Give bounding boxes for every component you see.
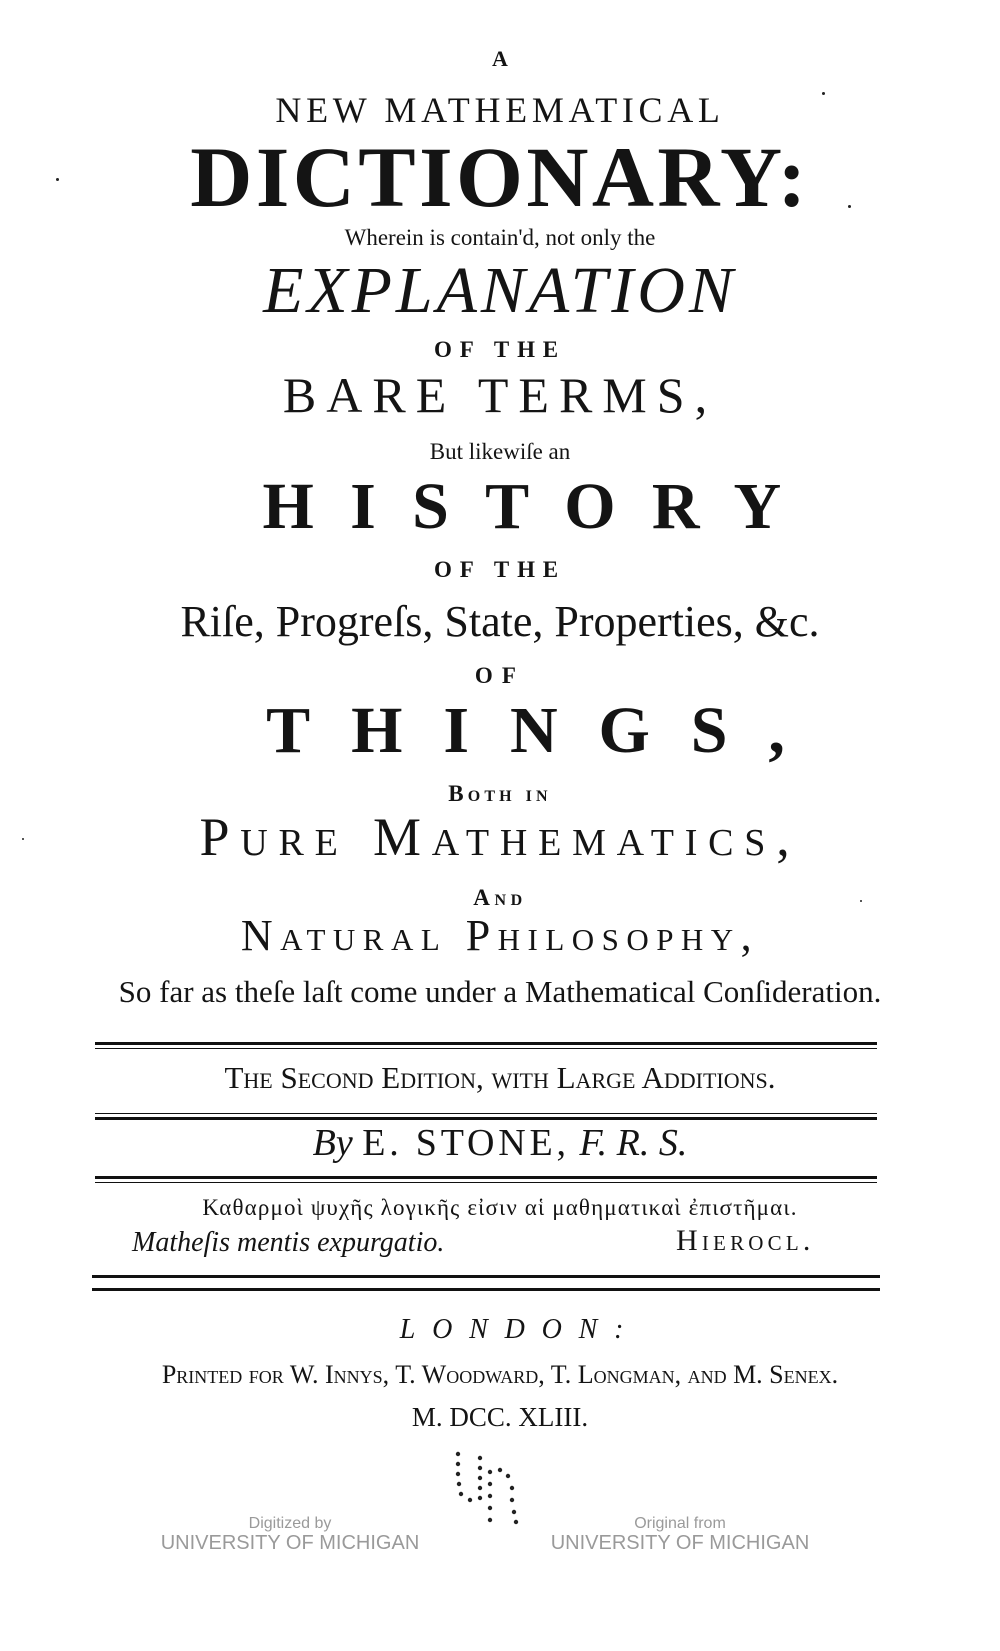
- rule-double-4b: [92, 1288, 880, 1291]
- title-things: THINGS,: [266, 694, 826, 767]
- rule-double-1a: [95, 1042, 877, 1045]
- imprint-city: LONDON:: [399, 1314, 641, 1345]
- title-line-new-mathematical: NEW MATHEMATICAL: [275, 90, 725, 130]
- imprint-year: M. DCC. XLIII.: [411, 1402, 589, 1432]
- subtitle-but-likewise: But likewiſe an: [429, 439, 571, 464]
- title-history: HISTORY: [262, 470, 818, 543]
- footer-digitized-small: Digitized by: [248, 1515, 332, 1532]
- title-bare-terms: BARE TERMS,: [282, 367, 718, 423]
- title-explanation: EXPLANATION: [263, 254, 737, 327]
- imprint-printed-for: Printed for W. Innys, T. Woodward, T. Longman, and M. Senex.: [161, 1360, 839, 1389]
- speck: [848, 205, 851, 208]
- title-rise-progress: Riſe, Progreſs, State, Properties, &c.: [180, 597, 820, 646]
- footer-original: [550, 1516, 810, 1554]
- speck: [56, 178, 59, 181]
- title-pure-mathematics: Pure Mathematics,: [199, 807, 801, 867]
- connector-of-the-1: OF THE: [434, 337, 566, 362]
- author-line: [60, 1124, 940, 1162]
- rule-double-2b: [95, 1117, 877, 1120]
- footer-digitized-big: UNIVERSITY OF MICHIGAN: [160, 1531, 420, 1554]
- connector-of: OF: [474, 663, 526, 688]
- rule-double-4a: [92, 1275, 880, 1278]
- title-dictionary: DICTIONARY:: [190, 129, 810, 225]
- title-natural-philosophy: Natural Philosophy,: [240, 911, 760, 960]
- author-name: E. STONE,: [362, 1122, 570, 1164]
- speck: [860, 900, 862, 902]
- rule-double-3a: [95, 1176, 877, 1179]
- greek-motto: Καθαρμοὶ ψυχῆς λογικῆς εἰσιν αἱ μαθηματικαὶ ἐπιστῆμαι.: [202, 1195, 798, 1220]
- author-title: F. R. S.: [579, 1122, 688, 1164]
- speck: [22, 838, 24, 840]
- connector-both-in: Both in: [448, 781, 552, 806]
- footer-original-small: Original from: [634, 1515, 726, 1532]
- edition-statement: The Second Edition, with Large Additions.: [224, 1060, 776, 1095]
- author-by: By: [312, 1122, 353, 1164]
- latin-motto: Matheſis mentis expurgatio.: [132, 1227, 445, 1258]
- title-article: A: [492, 46, 508, 71]
- motto-source: Hierocl.: [676, 1224, 815, 1257]
- footer-original-big: UNIVERSITY OF MICHIGAN: [550, 1531, 810, 1554]
- logo-dots-svg: [450, 1448, 530, 1528]
- rule-double-1b: [95, 1048, 877, 1049]
- speck: [822, 92, 825, 95]
- subtitle-wherein: Wherein is contain'd, not only the: [344, 225, 656, 250]
- footer-digitized: [160, 1516, 420, 1554]
- connector-of-the-2: OF THE: [434, 557, 566, 582]
- connector-and: And: [473, 885, 527, 910]
- subtitle-so-far: So far as theſe laſt come under a Mathematical Conſideration.: [118, 974, 882, 1009]
- rule-double-3b: [95, 1182, 877, 1183]
- university-of-michigan-dot-logo-icon: [450, 1448, 530, 1528]
- rule-double-2a: [95, 1113, 877, 1114]
